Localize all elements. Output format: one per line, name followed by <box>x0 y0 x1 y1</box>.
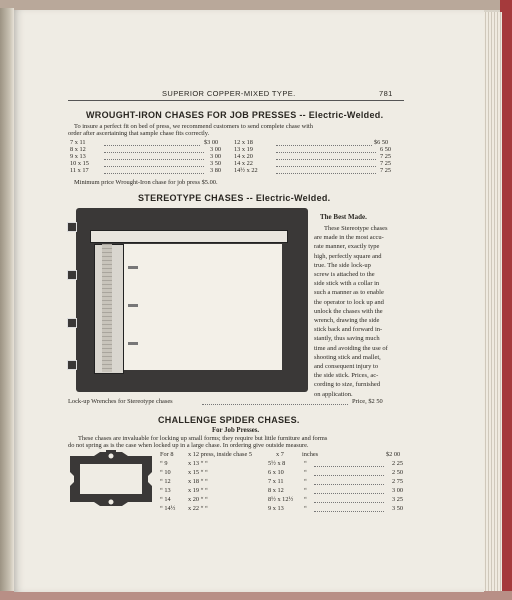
table-row-d: “ <box>304 505 307 512</box>
table-row-d: “ <box>304 478 307 485</box>
table-row-d: inches <box>302 451 319 458</box>
table-row-size: 10 x 15 <box>70 160 89 167</box>
desc-line: stantly, thus saving much <box>314 335 380 343</box>
spider-chase-illustration <box>66 450 156 508</box>
leader-dots <box>314 484 384 485</box>
screw-head <box>67 360 77 370</box>
desc-line: These Stereotype chases <box>324 225 388 232</box>
table-row-size: 11 x 17 <box>70 167 89 174</box>
chase-stick-ribs <box>102 244 112 372</box>
table-row-a: “ 10 <box>160 469 171 476</box>
table-row-b: x 12 press, inside chase 5 <box>188 451 253 458</box>
desc-line: stick back and forward in- <box>314 326 383 334</box>
table-row-c: 8 x 12 <box>268 487 284 494</box>
leader-dots <box>104 152 204 153</box>
desc-line: wrench, drawing the side <box>314 317 380 325</box>
leader-dots <box>314 493 384 494</box>
screw-head <box>67 222 77 232</box>
spider-title: CHALLENGE SPIDER CHASES. <box>158 415 300 425</box>
desc-line: time and avoiding the use of <box>314 344 388 352</box>
leader-dots <box>104 173 204 174</box>
leader-dots <box>276 159 376 160</box>
table-row-c: x 7 <box>276 451 284 458</box>
leader-dots <box>314 466 384 467</box>
book-top-edge <box>0 0 512 10</box>
spider-intro-line2: do not spring as is the case when locked up in a large chase. In ordering give outside measure. <box>68 442 309 449</box>
table-row-size: 9 x 13 <box>70 153 86 160</box>
table-row-c: 9 x 13 <box>268 505 284 512</box>
table-row-price: 2 50 <box>392 469 404 476</box>
desc-line: the side stick. Prices, ac- <box>314 372 379 380</box>
table-row-a: “ 14 <box>160 496 171 503</box>
desc-line: are made in the most accu- <box>314 234 384 242</box>
table-row-b: x 15 “ “ <box>188 469 208 476</box>
leader-dots <box>202 404 348 405</box>
table-row-price: 3 00 <box>210 146 222 153</box>
running-title: SUPERIOR COPPER-MIXED TYPE. <box>162 89 296 98</box>
table-row-b: x 18 “ “ <box>188 478 208 485</box>
table-row-c: 5½ x 8 <box>268 460 286 467</box>
table-row-price: 2 25 <box>392 460 404 467</box>
table-row-size: 12 x 18 <box>234 139 253 146</box>
lockup-screw <box>128 342 138 345</box>
table-row-b: x 20 “ “ <box>188 496 208 503</box>
table-row-price: 2 75 <box>392 478 404 485</box>
desc-line: such a manner as to enable <box>314 289 384 297</box>
desc-line: high, perfectly square and <box>314 252 382 260</box>
table-row-a: For 8 <box>160 451 174 458</box>
leader-dots <box>314 475 384 476</box>
desc-line: side stick with a collar in <box>314 280 380 288</box>
table-row-d: “ <box>304 460 307 467</box>
lockup-screw <box>128 266 138 269</box>
table-row-a: “ 9 <box>160 460 168 467</box>
table-row-size: 14 x 20 <box>234 153 253 160</box>
table-row-d: “ <box>304 469 307 476</box>
leader-dots <box>104 159 204 160</box>
stereo-description <box>314 224 409 399</box>
desc-line: true. The side lock-up <box>314 261 371 269</box>
desc-line: screw is attached to the <box>314 271 375 279</box>
table-row-price: 6 50 <box>380 146 392 153</box>
table-row-b: x 19 “ “ <box>188 487 208 494</box>
wrought-intro-line1: To insure a perfect fit on bed of press, we recommend customers to send complete chase with <box>74 123 313 130</box>
header-rule <box>68 100 404 101</box>
table-row-c: 8½ x 12½ <box>268 496 294 503</box>
leader-dots <box>104 166 204 167</box>
table-row-price: 3 50 <box>210 160 222 167</box>
table-row-price: $2 00 <box>386 451 401 458</box>
book-bottom-edge <box>0 591 512 600</box>
table-row-b: x 13 “ “ <box>188 460 208 467</box>
table-row-a: “ 13 <box>160 487 171 494</box>
table-row-b: x 22 “ “ <box>188 505 208 512</box>
stereo-title: STEREOTYPE CHASES -- Electric-Welded. <box>138 193 331 203</box>
spider-intro-line1: These chases are invaluable for locking up small forms; they require but little furniture and forms <box>78 435 328 442</box>
screw-head <box>67 318 77 328</box>
table-row-price: 3 25 <box>392 496 404 503</box>
desc-line: rate manner, exactly type <box>314 243 380 251</box>
leader-dots <box>276 173 376 174</box>
screw-head <box>67 270 77 280</box>
desc-line: and consequent injury to <box>314 363 379 371</box>
table-row-c: 7 x 11 <box>268 478 284 485</box>
table-row-price: 3 50 <box>392 505 404 512</box>
table-row-price: $6 50 <box>374 139 389 146</box>
table-row-a: “ 14½ <box>160 505 176 512</box>
table-row-price: 7 25 <box>380 160 392 167</box>
wrench-price: Price, $2 50 <box>352 398 383 405</box>
table-row-a: “ 12 <box>160 478 171 485</box>
table-row-size: 14 x 22 <box>234 160 253 167</box>
desc-line: unlock the chases with the <box>314 307 383 315</box>
table-row-c: 6 x 10 <box>268 469 284 476</box>
table-row-d: “ <box>304 496 307 503</box>
table-row-price: 3 00 <box>210 153 222 160</box>
desc-line: shooting stick and mallet, <box>314 353 381 361</box>
leader-dots <box>314 511 384 512</box>
chase-top-bar <box>90 230 288 243</box>
spider-subtitle: For Job Presses. <box>212 427 260 434</box>
table-row-price: 3 80 <box>210 167 222 174</box>
leader-dots <box>104 145 200 146</box>
leader-dots <box>314 502 384 503</box>
desc-line: on application. <box>314 390 353 398</box>
table-row-price: 7 25 <box>380 153 392 160</box>
desc-line: the operator to lock up and <box>314 298 384 306</box>
page-number: 781 <box>379 89 393 98</box>
leader-dots <box>276 166 376 167</box>
book-gutter <box>0 8 14 596</box>
stereo-best-made: The Best Made. <box>320 213 367 221</box>
wrought-minimum-price: Minimum price Wrought-Iron chase for job press $5.00. <box>74 179 218 186</box>
catalog-page <box>14 10 484 592</box>
table-row-size: 8 x 12 <box>70 146 86 153</box>
wrought-title: WROUGHT-IRON CHASES FOR JOB PRESSES -- Electric-Welded. <box>86 110 384 120</box>
desc-line: cording to size, furnished <box>314 381 381 389</box>
wrought-intro-line2: order after ascertaining that sample chase fits correctly. <box>68 130 210 137</box>
wrench-label: Lock-up Wrenches for Stereotype chases <box>68 398 173 405</box>
table-row-d: “ <box>304 487 307 494</box>
table-row-price: 7 25 <box>380 167 392 174</box>
table-row-size: 13 x 19 <box>234 146 253 153</box>
leader-dots <box>276 152 376 153</box>
table-row-price: $3 00 <box>204 139 219 146</box>
leader-dots <box>276 145 372 146</box>
table-row-price: 3 00 <box>392 487 404 494</box>
table-row-size: 14½ x 22 <box>234 167 258 174</box>
lockup-screw <box>128 304 138 307</box>
table-row-size: 7 x 11 <box>70 139 86 146</box>
stereotype-chase-illustration <box>76 208 308 392</box>
chase-opening <box>124 244 282 370</box>
